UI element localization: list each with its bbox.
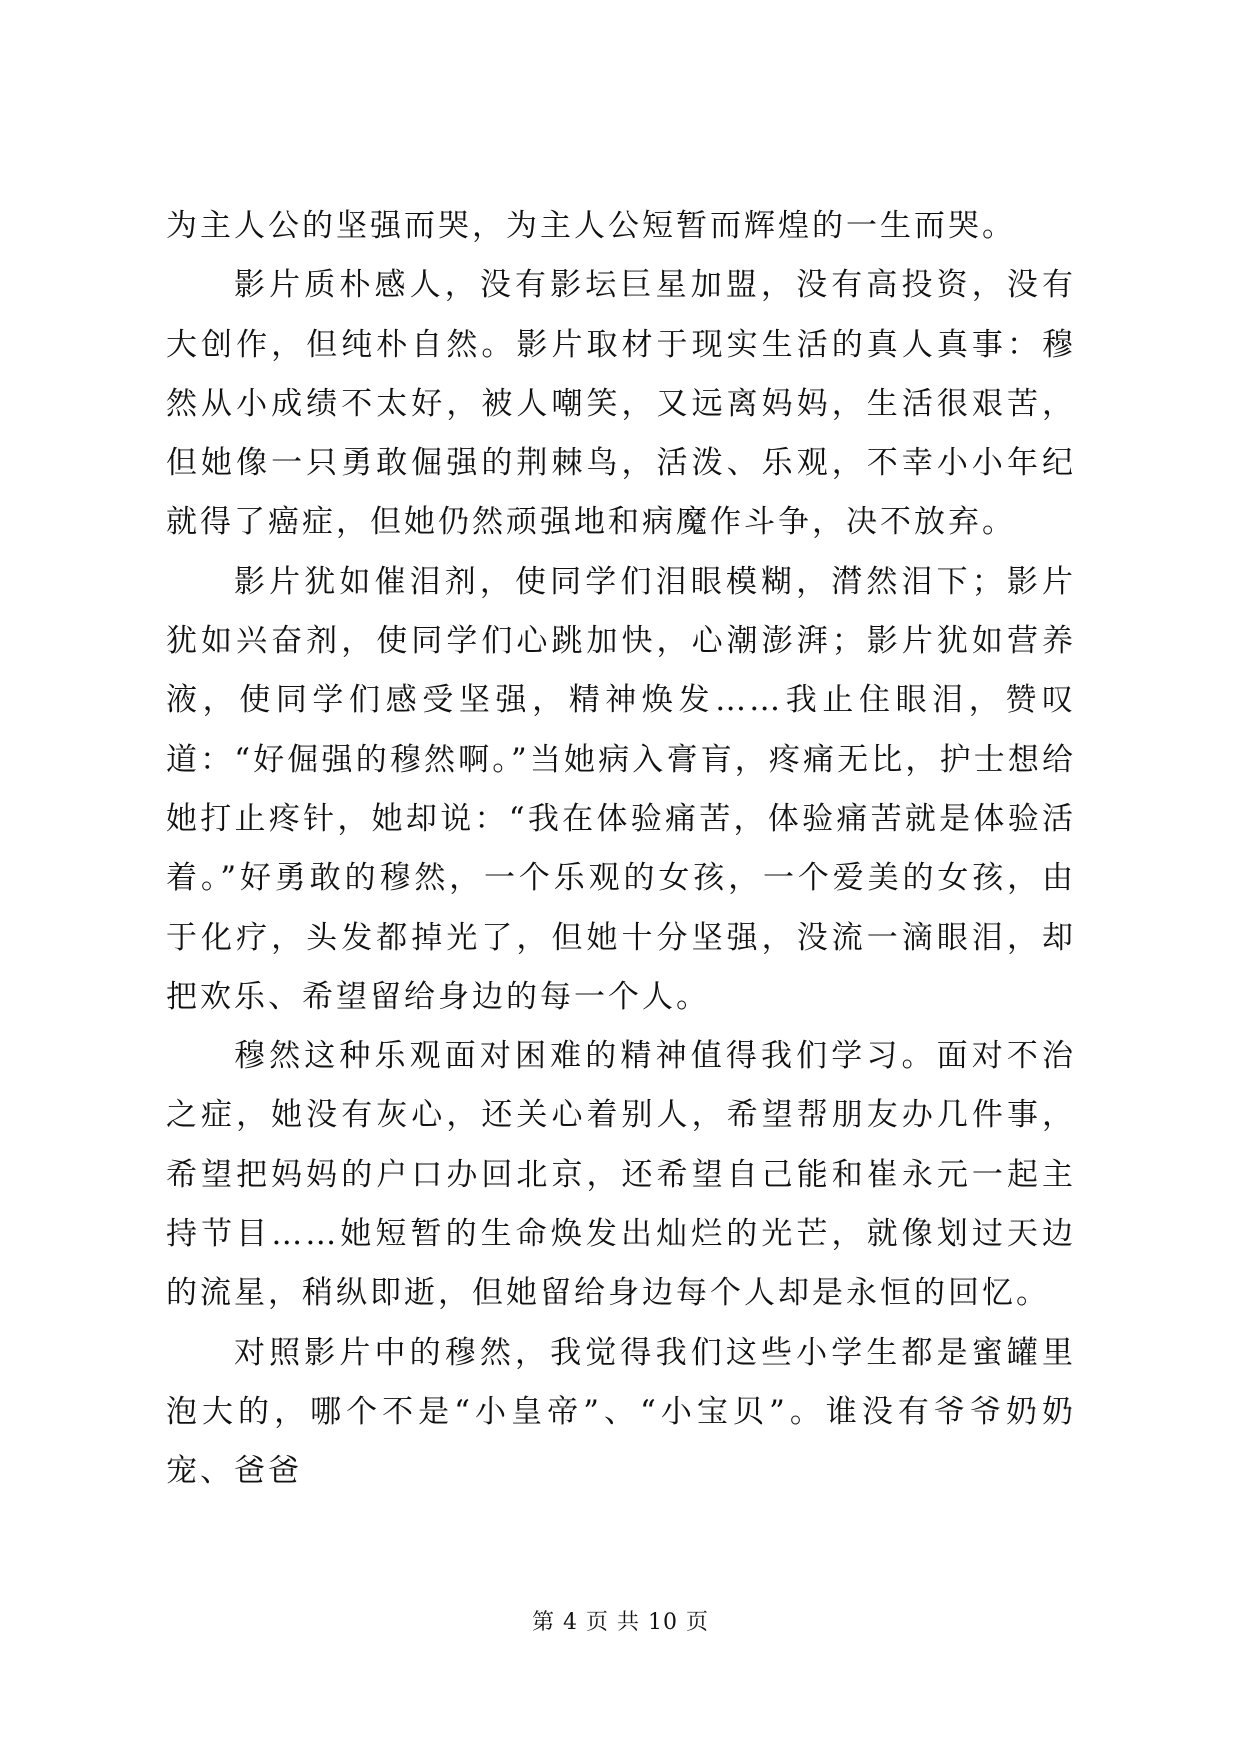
paragraph-2: 影片质朴感人，没有影坛巨星加盟，没有高投资，没有大创作，但纯朴自然。影片取材于现实生活的真人真事：穆然从小成绩不太好，被人嘲笑，又远离妈妈，生活很艰苦，但她像一只勇敢倔强的荆棘鸟，活泼、乐观，不幸小小年纪就得了癌症，但她仍然顽强地和病魔作斗争，决不放弃。 bbox=[166, 267, 1076, 541]
page-number-footer: 第 4 页 共 10 页 bbox=[532, 1610, 709, 1635]
paragraph-3: 影片犹如催泪剂，使同学们泪眼模糊，潸然泪下；影片犹如兴奋剂，使同学们心跳加快，心潮澎湃；影片犹如营养液，使同学们感受坚强，精神焕发……我止住眼泪，赞叹道：“好倔强的穆然啊。”当她病入膏肓，疼痛无比，护士想给她打止疼针，她却说：“我在体验痛苦，体验痛苦就是体验活着。”好勇敢的穆然，一个乐观的女孩，一个爱美的女孩，由于化疗，头发都掉光了，但她十分坚强，没流一滴眼泪，却把欢乐、希望留给身边的每一个人。 bbox=[166, 563, 1076, 1015]
paragraph-1: 为主人公的坚强而哭，为主人公短暂而辉煌的一生而哭。 bbox=[166, 208, 1016, 244]
document-body bbox=[166, 197, 1076, 1502]
paragraph-4: 穆然这种乐观面对困难的精神值得我们学习。面对不治之症，她没有灰心，还关心着别人，希望帮朋友办几件事，希望把妈妈的户口办回北京，还希望自己能和崔永元一起主持节目……她短暂的生命焕发出灿烂的光芒，就像划过天边的流星，稍纵即逝，但她留给身边每个人却是永恒的回忆。 bbox=[166, 1038, 1076, 1312]
paragraph-5: 对照影片中的穆然，我觉得我们这些小学生都是蜜罐里泡大的，哪个不是“小皇帝”、“小宝贝”。谁没有爷爷奶奶宠、爸爸 bbox=[166, 1334, 1076, 1490]
